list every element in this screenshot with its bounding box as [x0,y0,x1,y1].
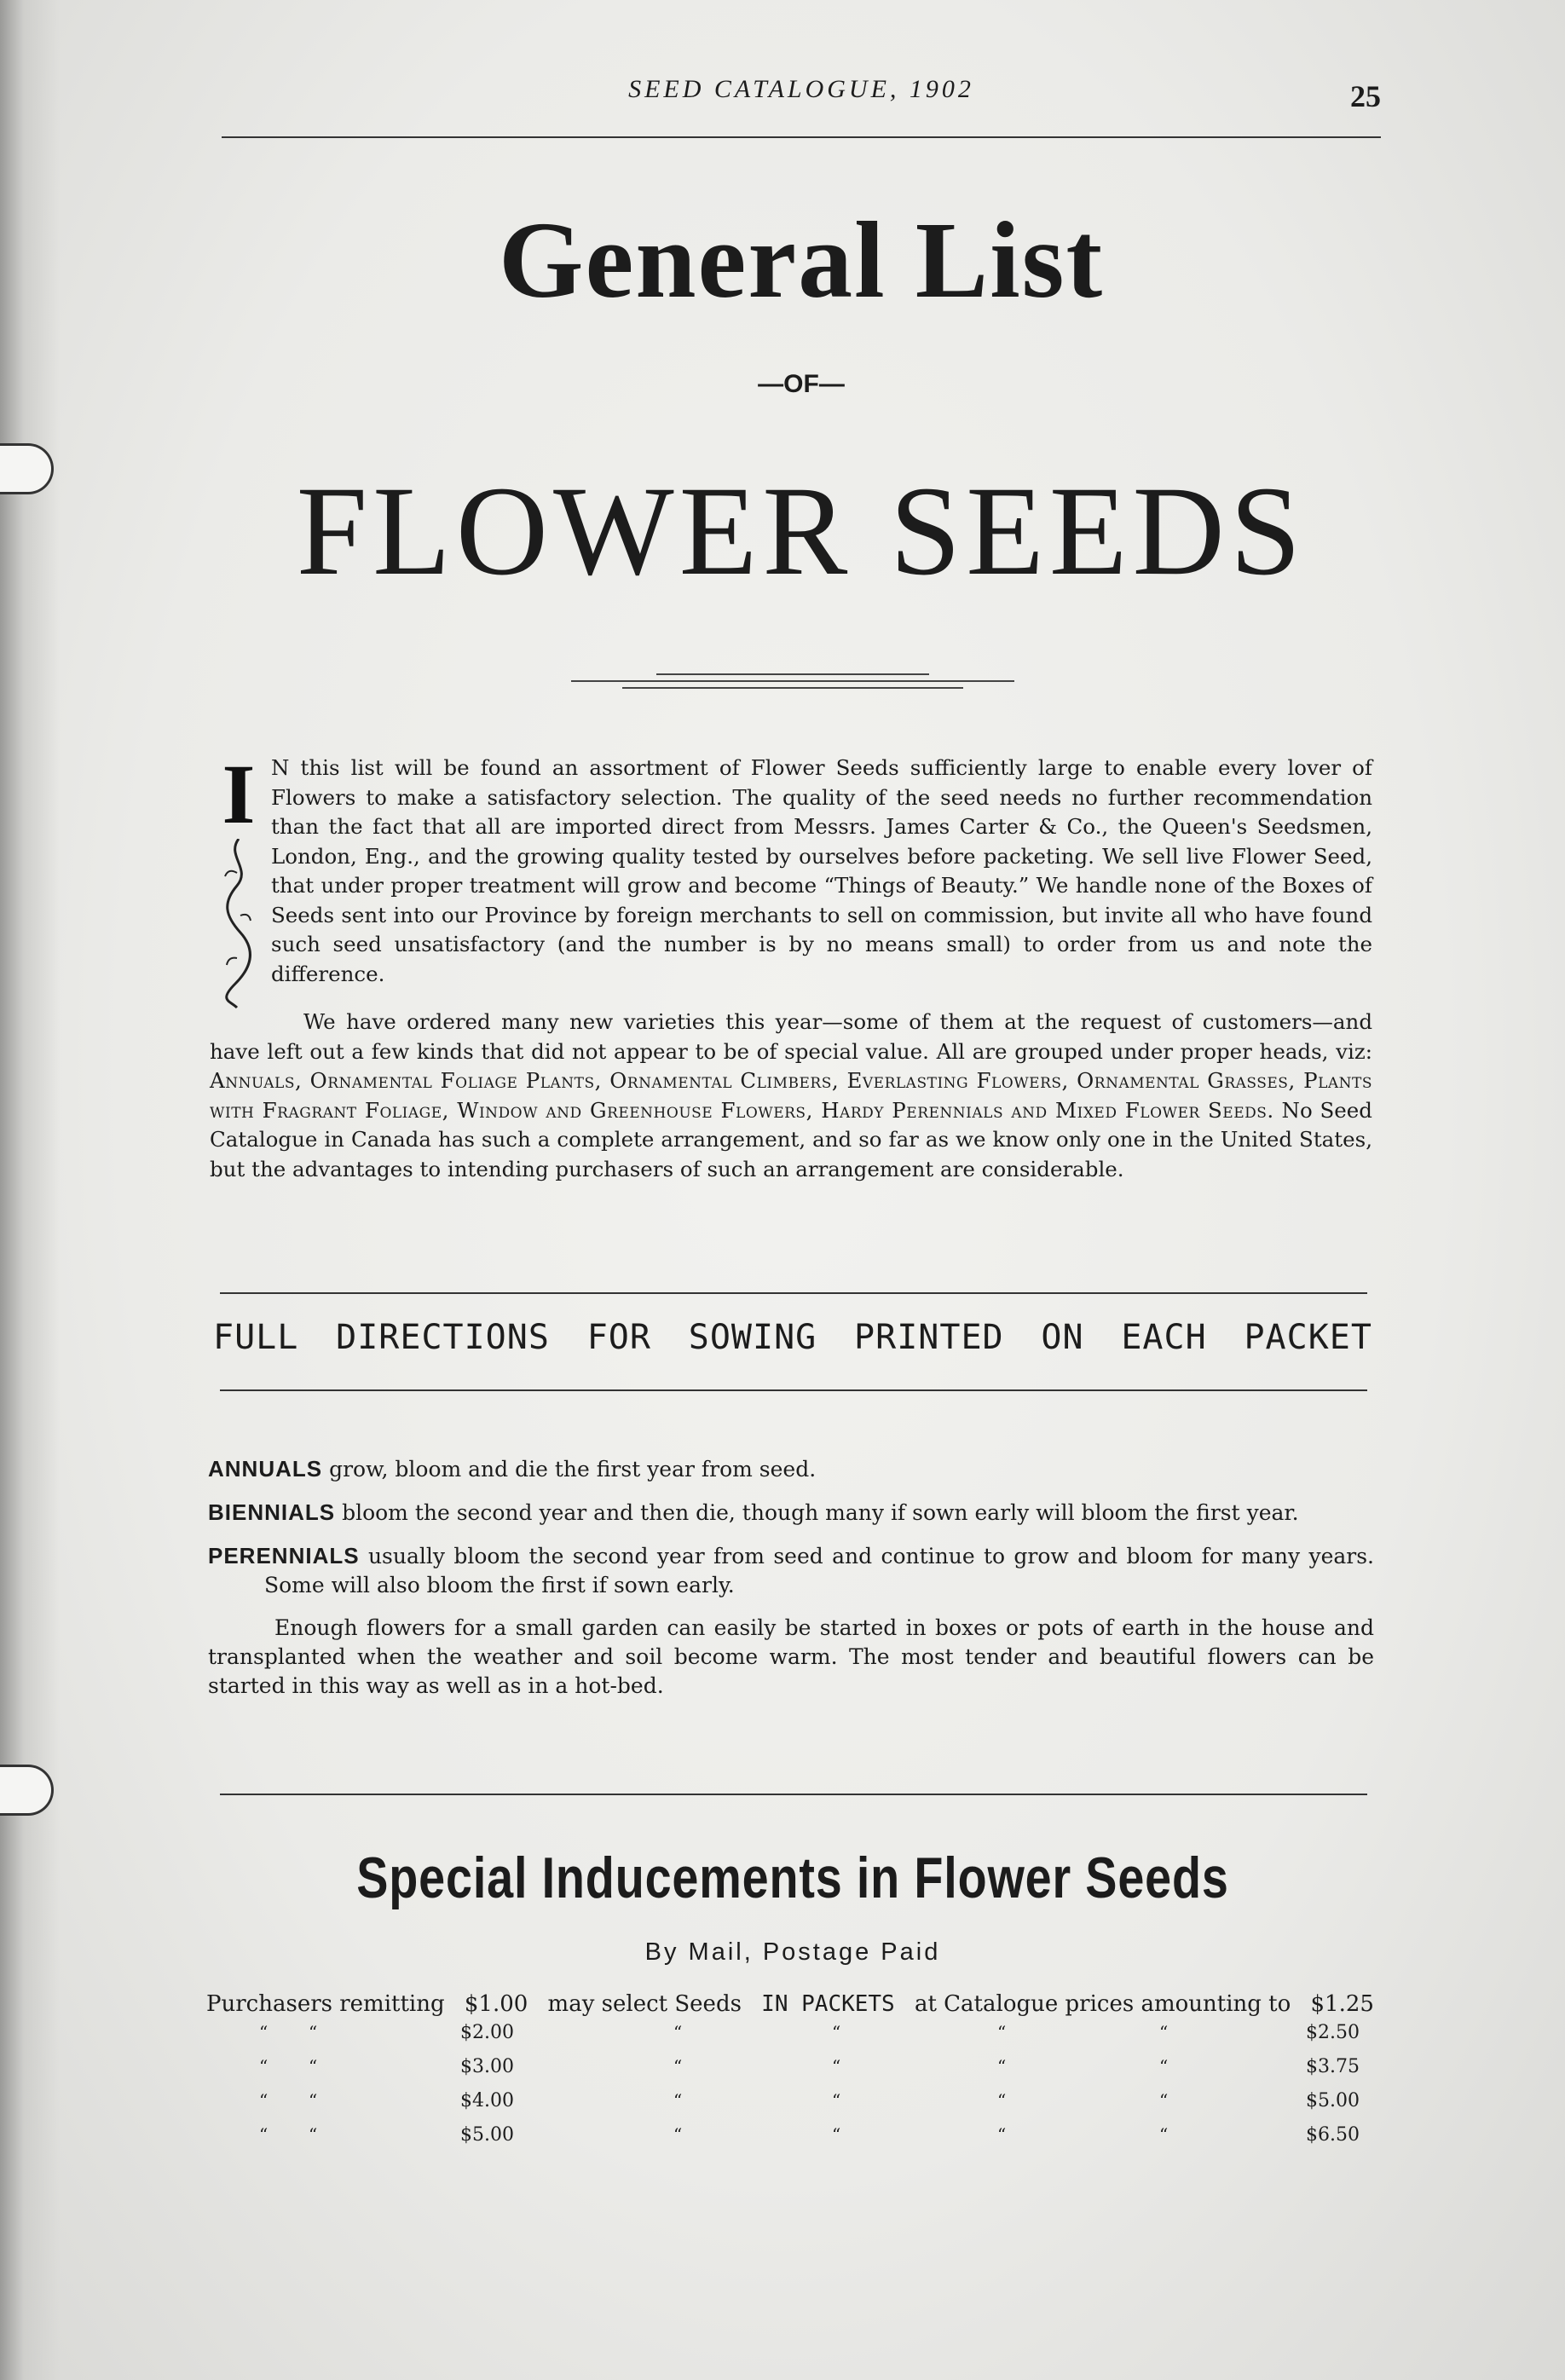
enough-flowers-paragraph: Enough flowers for a small garden can easily be started in boxes or pots of earth in the house and transplanted when the weather and soil become warm. The most tender and beautiful flowers can be started in this way as well as in a hot-bed. [208,1615,1374,1698]
ditto-mark: “ [673,2124,683,2145]
page-number: 25 [1350,79,1381,113]
ditto-mark: “ [832,2090,841,2111]
intro-paragraph-1-text: N this list will be found an assortment of Flower Seeds sufficiently large to enable every lover of Flowers to make a satisfactory selection. The quality of the seed needs no further recommendation than the fact that all are imported direct from Messrs. James Carter & Co., the Queen's Seedsmen, London, Eng., and the growing quality tested by ourselves before packeting. We sell live Flower Seed, that under proper treatment will grow and become “Things of Beauty.” We handle none of the Boxes of Seeds sent into our Province by foreign merchants to sell on commission, but invite all who have found such seed unsatisfactory (and the number is by no means small) to order from us and note the difference. [271,755,1372,986]
directions-word: ON [1041,1318,1084,1357]
ditto-mark: “ [309,2022,318,2042]
ditto-mark: “ [997,2022,1007,2042]
directions-word: PACKET [1244,1318,1372,1357]
remit-amount: $1.00 [464,1991,528,2017]
binding-clip-mark [0,1765,54,1816]
full-directions-banner [213,1318,1372,1357]
category-list: Annuals, Ornamental Foliage Plants, Ornamental Climbers, Everlasting Flowers, Ornamental Grasses, Plants with Fragrant Foliage, Window and Greenhouse Flowers, Hardy Perennials and Mixed Flower Seeds. [210,1068,1372,1123]
intro-paragraph-1 [210,747,1372,1008]
remit-amount: $5.00 [460,2124,514,2146]
definition-text: usually bloom the second year from seed and continue to grow and bloom for many years. Some will also bloom the first if sown early. [264,1544,1375,1597]
ditto-mark: “ [832,2056,841,2077]
value-amount: $1.25 [1310,1991,1374,2017]
directions-word: DIRECTIONS [336,1318,550,1357]
directions-word: PRINTED [854,1318,1004,1357]
ditto-mark: “ [309,2124,318,2145]
remittance-row [206,2090,1374,2124]
value-amount: $3.75 [1306,2056,1360,2077]
ditto-mark: “ [1159,2124,1169,2145]
remittance-row [206,2056,1374,2090]
ditto-mark: “ [832,2124,841,2145]
directions-word: FULL [213,1318,299,1357]
intro-paragraph-2 [210,1008,1372,1184]
definition-text: grow, bloom and die the first year from seed. [329,1457,817,1482]
header-rule [222,136,1381,138]
definition-term: ANNUALS [208,1456,323,1482]
packets-label: IN PACKETS [761,1991,895,2017]
drop-cap-block [210,747,271,1008]
directions-word: EACH [1121,1318,1207,1357]
running-head-title: SEED CATALOGUE, 1902 [628,75,974,103]
ditto-mark: “ [673,2090,683,2111]
ditto-mark: “ [309,2056,318,2077]
definition-annuals [208,1454,1374,1484]
ditto-mark: “ [997,2090,1007,2111]
definition-term: BIENNIALS [208,1499,336,1525]
title-of: —OF— [758,370,845,398]
directions-word: SOWING [688,1318,817,1357]
purchase-before: Purchasers remitting [206,1991,445,2017]
ditto-mark: “ [259,2022,269,2042]
ditto-mark: “ [309,2090,318,2111]
definition-text: bloom the second year and then die, though many if sown early will bloom the first year. [342,1500,1299,1525]
special-inducements-title: Special Inducements in Flower Seeds [356,1846,1229,1910]
directions-bottom-rule [220,1389,1367,1391]
intro-section [210,747,1372,1184]
ditto-mark: “ [259,2124,269,2145]
definition-biennials [208,1498,1374,1528]
ditto-mark: “ [673,2022,683,2042]
definitions-section [208,1454,1374,1701]
special-rule [220,1794,1367,1795]
remit-amount: $3.00 [460,2056,514,2077]
intro-p2-before: We have ordered many new varieties this year—some of them at the request of customers—and have left out a few kinds that did not appear to be of special value. All are grouped under proper heads, viz: [210,1009,1372,1064]
value-amount: $5.00 [1306,2090,1360,2111]
remit-amount: $2.00 [460,2022,514,2043]
value-amount: $2.50 [1306,2022,1360,2043]
intro-p2-after: No Seed Catalogue in Canada has such a complete arrangement, and so far as we know only one in the United States, but the advantages to intending purchasers of such an arrangement are considerable. [210,1097,1372,1181]
by-mail-subtitle: By Mail, Postage Paid [644,1938,941,1966]
definition-term: PERENNIALS [208,1543,360,1568]
ditto-mark: “ [832,2022,841,2042]
purchase-middle1: may select Seeds [547,1991,742,2017]
purchase-middle2: at Catalogue prices amounting to [914,1991,1291,2017]
title-flower-seeds: FLOWER SEEDS [296,460,1307,602]
ornamental-vine-icon [222,839,256,1009]
ditto-mark: “ [997,2056,1007,2077]
ditto-mark: “ [997,2124,1007,2145]
directions-word: FOR [586,1318,651,1357]
ditto-mark: “ [1159,2056,1169,2077]
page-edge-shadow [0,0,60,2380]
drop-cap-letter: I [222,747,256,841]
remittance-row [206,2124,1374,2158]
binding-clip-mark [0,443,54,494]
ditto-mark: “ [259,2056,269,2077]
title-general-list: General List [498,199,1105,321]
ditto-mark: “ [673,2056,683,2077]
purchase-line-1 [206,1991,1374,2017]
value-amount: $6.50 [1306,2124,1360,2146]
remit-amount: $4.00 [460,2090,514,2111]
remittance-table [206,2022,1374,2158]
ditto-mark: “ [259,2090,269,2111]
ornamental-rule [571,673,1014,694]
ditto-mark: “ [1159,2090,1169,2111]
ditto-mark: “ [1159,2022,1169,2042]
definition-perennials [208,1541,1374,1600]
directions-top-rule [220,1292,1367,1294]
remittance-row [206,2022,1374,2056]
